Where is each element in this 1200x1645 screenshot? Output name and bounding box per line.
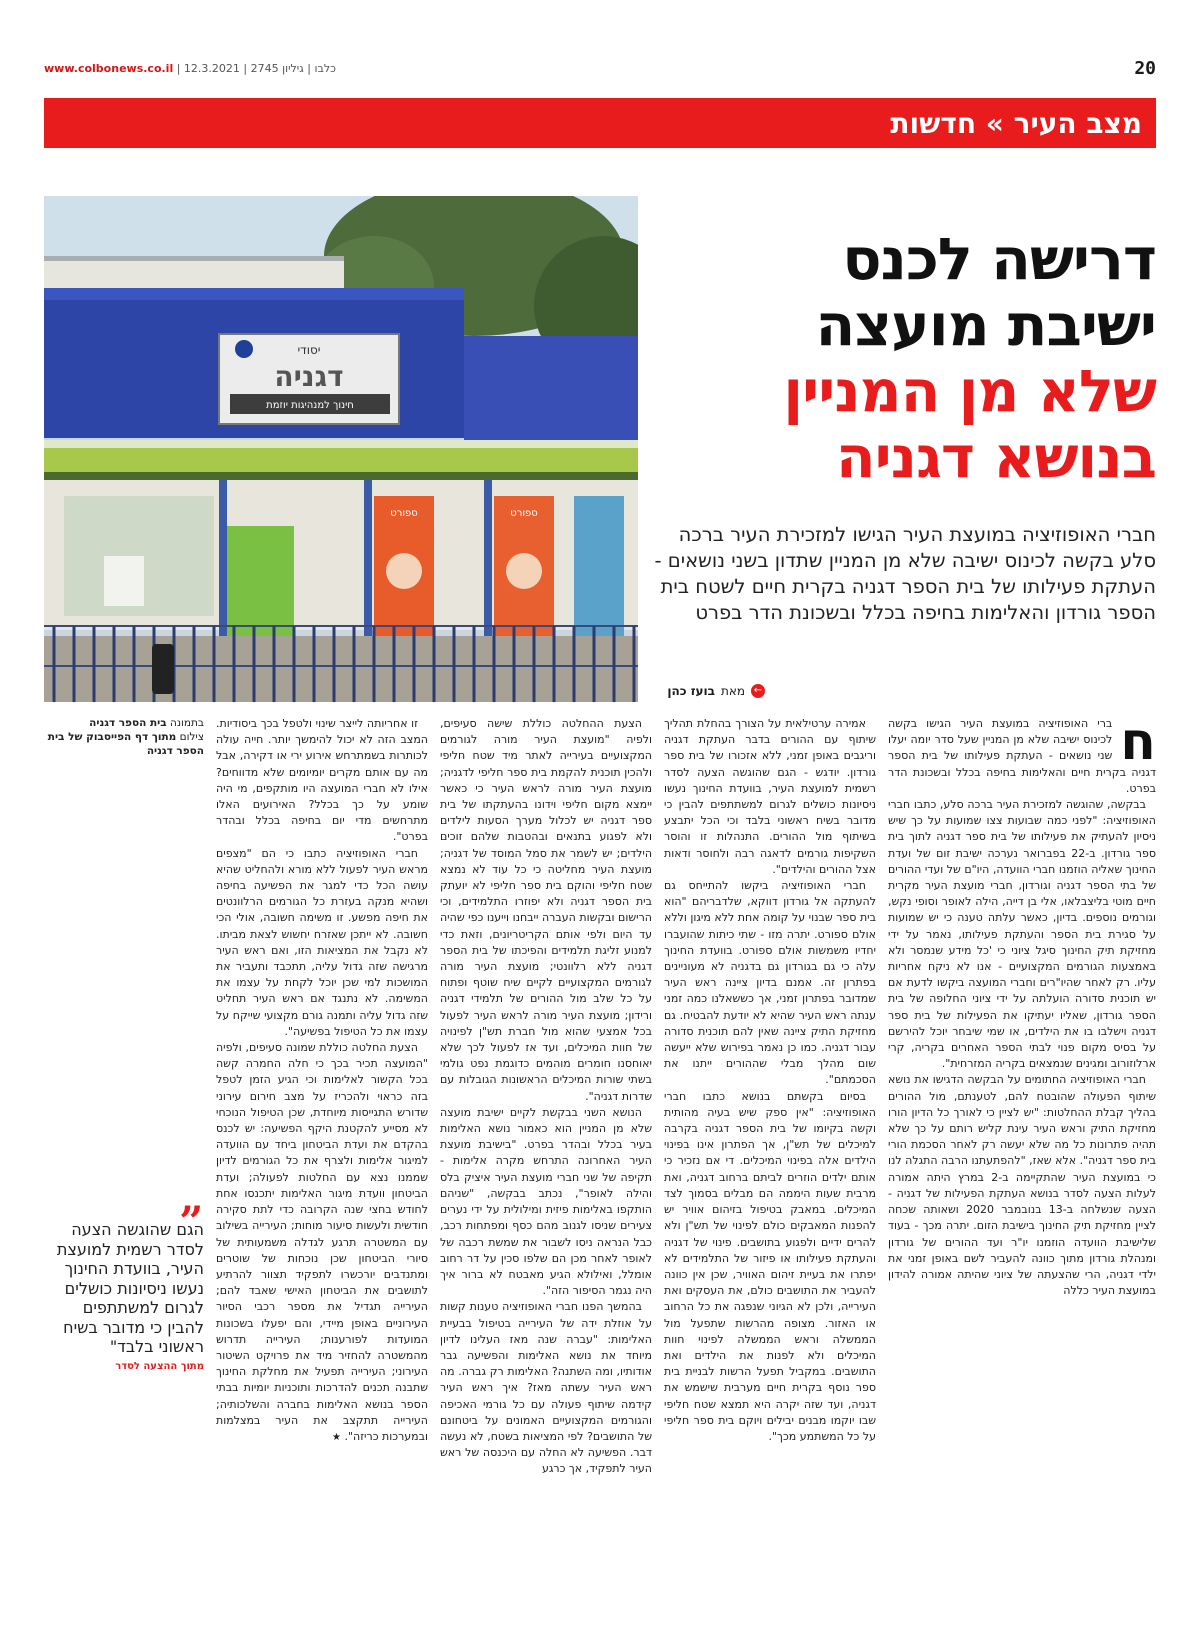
paragraph: בהמשך הפנו חברי האופוזיציה טענות קשות על אוזלת ידה של העירייה בטיפול בבעיית האלימות: "עברה שנה מאז העלינו לדיון מיוחד את נושא האלימות והפשיעה גבר אודותיו, ומה השתנה? האלימות רק גברה. מה ראש העיר עשתה מאז? איך ראש העיר קידמה שיתוף פעולה עם כל גורמי האכיפה והגורמים המקצועיים האמונים על ביטחונם של התושבים? לפי המציאות בשטח, לא נעשה דבר. הפשיעה לא החלה עם היכנסה של ראש העיר לתפקיד, אך כרגע xyxy=(440,1300,652,1476)
section-label: מצב העיר » חדשות xyxy=(890,106,1142,140)
byline-prefix: מאת xyxy=(720,684,745,698)
school-photo-illustration xyxy=(44,196,638,702)
banner-text-1: ספורט xyxy=(390,508,418,519)
issue-info: | כלבו | גיליון 2745 | 12.3.2021 xyxy=(176,62,336,75)
arrow-left-icon: ← xyxy=(751,684,765,698)
top-line xyxy=(44,58,1156,82)
caption-text: בית הספר דגניה xyxy=(89,717,167,729)
paragraph: חברי האופוזיציה החתומים על הבקשה הדגישו את נושא שיתוף הפעולה שהובטח להם, לטענתם, מול ההורים בהליך קבלת ההחלטות: "יש לציין כי לאורך כל הדיון הורו מחזיקת התיק וראש העיר עינת קליש רותם על כך שלא תהיה פתרונות כל מה שלא יעשה רק לאחר הסכמת הורי בית ספר דגניה". אלא שאז, "להפתעתנו הרבה התגלה לנו כי במועצת העיר שהתקיימה ב-2 במרץ היתה אמורה לעלות הצעה לסדר בנושא העתקת הפעילות של דגניה - הצעה שנשלחה ב-13 בנובמבר 2020 ושאותה שכחה לציין מחזיקת תיק החינוך בישיבת הזום. יתרה מכך - בעוד שלישיבת הוועדה הוזמנו יו"ר ועד ההורים של גורדון ומנהלת גורדון מתוך כוונה להעביר לשם באופן זמני את ילדי דגניה, הרי שהצעתה של ציוני שהיתה אמורה להידון במועצת העיר כללה xyxy=(888,1073,1156,1298)
paragraph: אמירה ערטילאית על הצורך בהחלת תהליך שיתוף עם ההורים בדבר העתקת דגניה וריגבים באופן זמני, ללא אזכורו של בית ספר גורדון. יודגש - הגם שהוגשה הצעה לסדר רשמית למועצת העיר, בוועדת החינוך נעשו ניסיונות כושלים לגרום למשתתפים להבין כי מדובר בשיח ראשוני בלבד וכי הכל יתבצע בשיתוף מול ההורים. התנהלות זו והוסר השקיפות גורמים לדאגה רבה ולחוסר ודאות אצל ההורים והילדים". xyxy=(664,717,876,876)
sign-big-text: דגניה xyxy=(274,360,344,393)
site-url[interactable]: www.colbonews.co.il xyxy=(44,62,174,75)
headline-line-4: בנושא דגניה xyxy=(835,423,1156,491)
article-headline xyxy=(650,226,1156,490)
headline-line-2: ישיבת מועצה xyxy=(815,291,1156,359)
pull-quote xyxy=(44,1173,204,1372)
dropcap: ח xyxy=(1120,716,1156,772)
article-subhead: חברי האופוזיציה במועצת העיר הגישו למזכירת העיר ברכה סלע בקשה לכינוס ישיבה שלא מן המניין שתדון בשני נושאים - העתקת פעילותו של בית הספר דגניה בקרית חיים לשטח בית הספר גורדון והאלימות בחיפה בכלל ובשכונת הדר בפרט xyxy=(654,523,1156,624)
page-info xyxy=(44,62,336,75)
article-column-2 xyxy=(664,716,876,1600)
paragraph: זו אחריותה לייצר שינוי ולטפל בכך ביסודיות. המצב הזה לא יכול להימשך יותר. חייה עולה לכותרות בשמתרחש אירוע ירי או דקירה, אבל מה עם אותם מקרים יומיומים שלא מדווחים? אילו לא חברי המועצה היו מותקפים, מי היה שומע על כך בכלל? האירועים האלו מתרחשים מדי יום בחיפה בכלל ובהדר בפרט". xyxy=(216,717,428,844)
paragraph: חברי האופוזיציה כתבו כי הם "מצפים מראש העיר לפעול ללא מורא ולהחליט שהיא עושה הכל כדי למגר את הפשיעה בחיפה ושהיא מנקה בעזרת כל הגורמים הרלוונטים את חיפה מפשע. זו משימה חשובה, אולי הכי חשובה. לא ייתכן שאזרח יחשוש לצאת מביתו. לא נקבל את המציאות הזו, ואם ראש העיר מרגישה שזה גדול עליה, תתכבד ותעביר את המושכות למי שכן יוכל לקחת על עצמו את המשימה. לא נתנגד אם ראש העיר תחליט שזה גדול עליה ותמנה גורם מקצועי שייקח על עצמו את כל הטיפול בפשיעה". xyxy=(216,846,428,1038)
paragraph: בסיום בקשתם בנושא כתבו חברי האופוזיציה: "אין ספק שיש בעיה מהותית וקשה בקיומו של בית הספר דגניה בקרבה למיכלים של תש"ן, אך הפתרון אינו בפינוי הילדים אלה בפינוי המיכלים. די אם נזכיר כי אותם ילדים הוזרים לביתם ברחוב דגניה, ואת מרבית שעות היממה הם מבלים בסמוך לצד המיכלים. במאבק בטיפול בזיהום אוויר יש להפנות המאבקים כולם לפינוי של תש"ן ולא להרים ידיים ולפגוע בתושבים. פינוי של דגניה והעתקת פעילותו או פיזור של התלמידים לא יפתרו את בעיית זיהום האוויר, שכן אין כוונה להעביר את התושבים כולם, את העסקים ואת העירייה, ולכן לא הגיוני שנפגה את כל הרחוב או האזור. מצופה מהרשות שתפעל מול הממשלה וראש הממשלה לפינוי חוות המיכלים ולא לפנות את הילדים ואת התושבים. במקביל תפעל הרשות לבניית בית ספר נוסף בקרית חיים מערבית שישמש את דגניה, ועד שזה יקרה היא תמצא שטח חליפי שבו יוקמו מבנים יבילים ויוקם בית ספר חליפי על כל המשתמע מכך". xyxy=(664,1089,876,1443)
sign-sub-text: חינוך למנהיגות יוזמת xyxy=(266,400,354,411)
banner-text-2: ספורט xyxy=(510,508,538,519)
end-mark: ★ xyxy=(332,1431,341,1443)
paragraph: חברי האופוזיציה ביקשו להתייחס גם להעתקה אל גורדון דווקא, שלדבריהם "הוא בית ספר שבנוי על קומה אחת ללא מיגון וללא אולם ספורט. יתרה מזו - שתי כיתות שהועברו יחדיו משמשות אולם ספורט. בוועדת החינוך עלה כי גם בגורדון גם בדגניה לא מעוניינים בפתרון זה. אמנם בדיון ציינה ראש העיר שמדובר בפתרון זמני, אך כששאלנו כמה זמני ענתה ראש העיר שהיא לא יודעת להבטיח. גם מחזיקת התיק ציינה שאין להם תוכנית סדורה עבור דגניה. כמו כן נאמר בפירוש שלא ייעשה שום מהלך מבלי שההורים ייתנו את הסכמתם". xyxy=(664,879,876,1087)
paragraph: בבקשה, שהוגשה למזכירת העיר ברכה סלע, כתבו חברי האופוזיציה: "לפני כמה שבועות צצו שמועות על כך שיש ניסיון להעתיק את פעילותו של בית ספר דגניה לתוך בית ספר גורדון. ב-22 בפברואר נערכה ישיבת זום של ועדת החינוך שאליה הוזמנו חברי הוועדה, היו"ם של ועדי ההורים של בתי הספר דגניה וגורדון, חברי מועצת העיר מקרית חיים מוטי בליצבלאו, אלי בן דייה, הילה לאופר וסופי נקש, וגורמים נוספים. בדיון, כאשר עלתה טענה כי יש שמועות על סגירת בית הספר והעתקת פעילותו, נאמר על ידי מחזיקת תיק החינוך סיגל ציוני כי 'כל מידע שנמסר ולא באמצעות הגורמים המקצועיים - אנו לא ניקח אחריות עליו. רק לאחר שהיו"רים וחברי המועצה ביקשו לדעת אם יש תוכנית סדורה הועלתה על ידי ציוני החלופה של בית הספר גורדון, שאליו יעתיקו את הפעילות של בית ספר דגניה וישלבו בו את הילדים, או שמי שיבחר יוכל להירשם על בסיס מקום פנוי לבתי הספר האחרים בקריה, קרי ארלוזורוב ומגינים שנמצאים בקריה המזרחית". xyxy=(888,798,1156,1071)
byline-author: בועז כהן xyxy=(667,684,715,698)
headline-line-3: שלא מן המניין xyxy=(783,357,1156,425)
caption-label: בתמונה xyxy=(169,717,204,729)
article-column-1 xyxy=(888,716,1156,1600)
paragraph: הצעת החלטה כוללת שמונה סעיפים, ולפיה "המועצה תכיר בכך כי חלה החמרה קשה בכל הקשור לאלימות וכי הגיע הזמן לטפל בזה כראוי ולהכריז על מצב חירום עירוני שדורש התגייסות מיוחדת, שכן הטיפול הנוכחי לא מסייע להקטנת היקף הפשיעה: יש לכנס בהקדם את ועדת הביטחון ביחד עם הוועדה למיגור אלימות ולצרף את כל הגורמים לדיון שממנו נצא עם החלטות לפעולה; ועדת הביטחון וועדת מיגור האלימות יתכנסו אחת לחודש בחצי שנה הקרובה כדי לתת סקירה חודשית ולעשות סיעור מוחות; העירייה בשילוב עם המשטרה תרגע לגדלה משמעותית של סיורי הביטחון שכן נוכחות של שוטרים ומתנדבים יורכשרו לתפקיד תצוור להרתיע לתושבים את הביטחון האישי שאבד להם; העירייה תגדיל את מספר רכבי הסיור העירוניים באופן מיידי, והם יפעלו בשכונות המועדות לפורענות; העירייה תדרוש מהמשטרה להחזיר מיד את פרויקט השיטור העירוני; העירייה תפעיל את מחלקת החינוך שתבנה תכנים להדרכות ותוכניות יומיות בבתי הספר בנושא האלימות בחברה והשלכותיה; העירייה תתקצב את העיר במצלמות ובמערכות כריזה". ★ xyxy=(216,1041,428,1443)
paragraph: הנושא השני בבקשת לקיים ישיבת מועצה שלא מן המניין הוא כאמור נושא האלימות בעיר בכלל ובהדר בפרט. "בישיבת מועצת העיר האחרונה התרחש מקרה אלימות - תקיפה של שני חברי מועצת העיר איציק בלס והילה לאופר", נכתב בבקשה, "שניהם הותקפו באלימות פיזית ומילולית על ידי נערים צעירים שניסו לגנוב מהם כסף ומפתחות רכב, כבל הנראה ניסו לשבור את שמשת רכבה של לאופר לאחר מכן הם שלפו סכין על דר רחוב אומלל, ואילולא הגיע מאבטח לא ברור איך היה נגמר הסיפור הזה". xyxy=(440,1105,652,1298)
caption-credit: מתוך דף הפייסבוק של בית הספר דגניה xyxy=(47,731,204,757)
sign-small-text: יסודי xyxy=(297,343,321,357)
quote-text: הגם שהוגשה הצעה לסדר רשמית למועצת העיר, בוועדת החינוך נעשו ניסיונות כושלים לגרום למשתתפים להבין כי מדובר בשיח ראשוני בלבד" xyxy=(56,1220,204,1356)
caption-credit-label: צילום xyxy=(179,731,204,743)
article-photo xyxy=(44,196,638,702)
byline xyxy=(667,684,765,698)
photo-caption xyxy=(44,716,204,758)
section-band xyxy=(44,98,1156,148)
page-number: 20 xyxy=(1134,58,1156,79)
paragraph: ח ברי האופוזיציה במועצת העיר הגישו בקשה לכינוס ישיבה שלא מן המניין שעל סדר יומה יעלו שני נושאים - העתקת פעילותו של בית הספר דגניה בקרית חיים והאלימות בחיפה בכלל ובשכונת הדר בפרט. xyxy=(888,716,1156,795)
headline-line-1: דרישה לכנס xyxy=(842,225,1156,293)
quote-mark-icon: „ xyxy=(179,1173,204,1222)
article-column-4 xyxy=(216,716,428,1600)
paragraph: הצעת ההחלטה כוללת שישה סעיפים, ולפיה "מועצת העיר מורה לגורמים המקצועיים בעירייה לאתר מיד שטח חליפי ולהכין תוכנית להקמת בית ספר חליפי לדגניה; מועצת העיר מורה לראש העיר כי כאשר יימצא מקום חליפי וידונו בהעתקתו של בית ספר דגניה יש לכלול מערך הסעות לילדים ולא לפגוע בתנאים ובהטבות שלהם זוכים הילדים; יש לשמר את סמל המוסד של דגניה; מועצת העיר מחליטה כי כל עוד לא נמצא שטח חליפי והוקם בית ספר חליפי לא יועתק בית הספר דגניה ולא יפוזרו התלמידים, וכי הרישום ובקשות העברה ייבחנו וייענו כפי שהיה עד היום ולפי אותם הקריטריונים, וזאת כדי למנוע זליגת תלמידים והפיכתו של בית הספר דגניה ללא רלוונטי; מועצת העיר מורה לגורמים המקצועיים לקיים שיח שוטף ופתוח על כל שלב מול ההורים של תלמידי דגניה ורידון; מועצת העיר מורה לראש העיר לפעול בכל אמצעי שהוא מול חברת תש"ן לפינויה של חוות המיכלים, ועד אז לפעול לכך שלא יאוחסנו חומרים מוהמים כדוגמת נפט גולמי בשתי שורות המיכלים הראשונות הגובלות עם שדרות דגניה". xyxy=(440,717,652,1103)
quote-source: מתוך ההצעה לסדר xyxy=(115,1360,204,1372)
article-column-3 xyxy=(440,716,652,1600)
